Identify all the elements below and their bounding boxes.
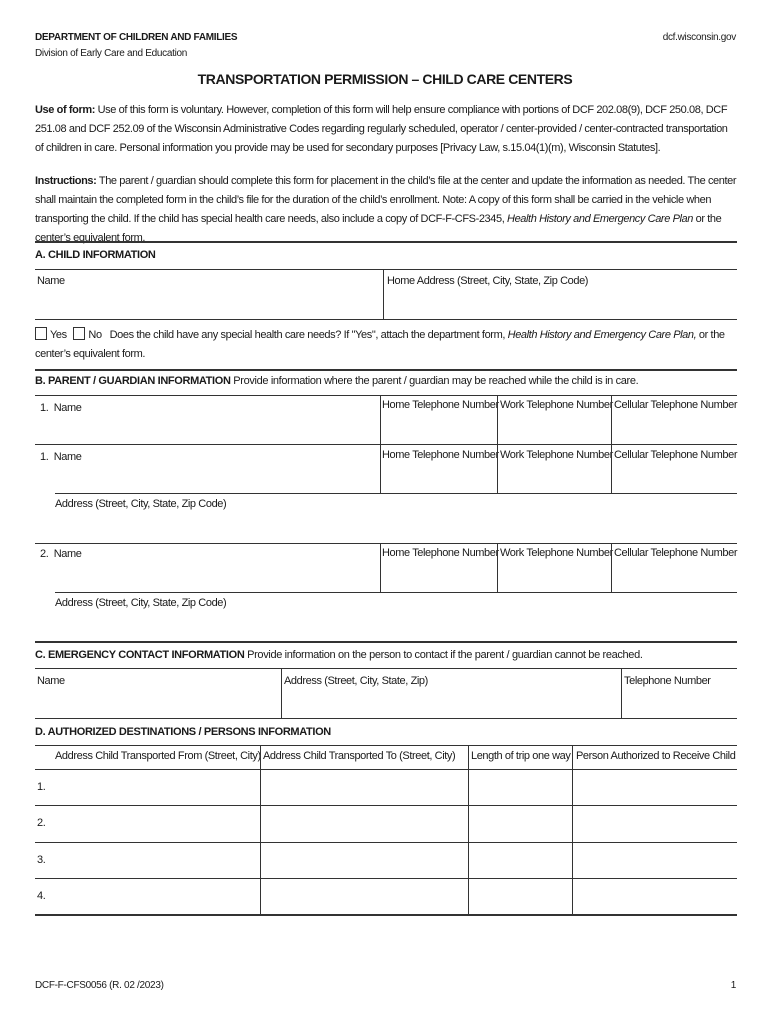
d-row-1-number: 1. (37, 781, 46, 793)
d-row-4-number: 4. (37, 890, 46, 902)
parent-1-name-label: 1. Name (40, 402, 82, 414)
child-address-label: Home Address (Street, City, State, Zip Code) (387, 275, 589, 287)
d-row-1-length-input[interactable] (471, 776, 569, 798)
d-row-4-person-input[interactable] (576, 885, 734, 907)
section-b-top-rule (35, 369, 737, 371)
d-row-4-to-input[interactable] (263, 885, 463, 907)
emergency-address-label: Address (Street, City, State, Zip) (284, 675, 428, 687)
d-row-2-from-input[interactable] (55, 812, 255, 834)
section-c-top-rule (35, 641, 737, 643)
child-name-label: Name (37, 275, 65, 287)
parent-1-home-phone-label: Home Telephone Number (382, 399, 499, 411)
instructions-label: Instructions: (35, 175, 97, 187)
parent-1-work-phone-input[interactable] (500, 420, 608, 440)
d-row-2-number: 2. (37, 817, 46, 829)
d-div-3 (572, 745, 573, 915)
col-transported-from: Address Child Transported From (Street, City) (55, 750, 261, 762)
parent-2-name-label: 2. Name (40, 548, 82, 560)
parent-2-work-phone-label: Work Telephone Number (500, 547, 613, 559)
d-div-2 (468, 745, 469, 915)
parent-2-home-phone-input[interactable] (382, 566, 494, 586)
col-trip-length: Length of trip one way (471, 750, 571, 762)
d-row-2-person-input[interactable] (576, 812, 734, 834)
section-a-rule-2 (35, 319, 737, 320)
d-header-rule (35, 769, 737, 770)
d-row-3-from-input[interactable] (55, 849, 255, 871)
parent-2-name-input[interactable] (55, 566, 375, 586)
parent-1b-work-phone-label: Work Telephone Number (500, 449, 613, 461)
parent-1b-cell-phone-label: Cellular Telephone Number (614, 449, 738, 461)
parent-2-work-phone-input[interactable] (500, 566, 608, 586)
section-b-heading-line (35, 375, 638, 388)
special-needs-question (35, 326, 737, 364)
d-row-2-to-input[interactable] (263, 812, 463, 834)
form-id: DCF-F-CFS0056 (R. 02 /2023) (35, 980, 164, 991)
section-c-rule (35, 668, 737, 669)
emergency-name-input[interactable] (37, 693, 277, 713)
parent-1-address-label: Address (Street, City, State, Zip Code) (55, 498, 227, 510)
emergency-name-label: Name (37, 675, 65, 687)
c-div-1 (281, 668, 282, 718)
instructions-form-name: Health History and Emergency Care Plan (507, 213, 693, 225)
b-row3-div-2 (497, 543, 498, 592)
d-div-1 (260, 745, 261, 915)
instructions-text: The parent / guardian should complete this form for placement in the child’s file at the center and update the information as needed. The center shall maintain the completed form in the child’s file for the duration of the child’s enrollment. Note: A copy of this form shall be carried in the vehicle when transporting the child. If the child has special health care needs, also include a copy of DCF-F-CFS-2345, (35, 175, 737, 225)
d-row-3-rule (35, 878, 737, 879)
parent-1-name-input[interactable] (55, 420, 375, 440)
b-row2-bottom-rule (55, 493, 737, 494)
b-row3-top-rule (35, 543, 737, 544)
section-a-divider (383, 269, 384, 319)
d-row-2-length-input[interactable] (471, 812, 569, 834)
col-transported-to: Address Child Transported To (Street, City) (263, 750, 456, 762)
use-of-form-label: Use of form: (35, 104, 95, 116)
parent-1-home-phone-input[interactable] (382, 420, 494, 440)
yes-checkbox[interactable] (35, 327, 47, 340)
section-b-heading: B. PARENT / GUARDIAN INFORMATION (35, 375, 231, 387)
d-row-4-from-input[interactable] (55, 885, 255, 907)
d-row-1-to-input[interactable] (263, 776, 463, 798)
b-row1-div-1 (380, 395, 381, 444)
emergency-address-input[interactable] (284, 693, 616, 713)
page-number: 1 (730, 980, 736, 991)
d-row-3-length-input[interactable] (471, 849, 569, 871)
parent-1b-home-phone-input[interactable] (382, 469, 494, 489)
d-row-3-number: 3. (37, 854, 46, 866)
special-needs-text-end: or the center’s equivalent form. (35, 329, 725, 360)
b-row1-div-3 (611, 395, 612, 444)
b-row2-div-1 (380, 444, 381, 493)
section-b-rule (35, 395, 737, 396)
b-row1-div-2 (497, 395, 498, 444)
d-row-1-person-input[interactable] (576, 776, 734, 798)
emergency-phone-input[interactable] (624, 693, 732, 713)
parent-2-home-phone-label: Home Telephone Number (382, 547, 499, 559)
parent-1b-work-phone-input[interactable] (500, 469, 608, 489)
d-row-3-person-input[interactable] (576, 849, 734, 871)
parent-2-address-label: Address (Street, City, State, Zip Code) (55, 597, 227, 609)
b-row3-div-3 (611, 543, 612, 592)
section-c-heading-line (35, 649, 643, 662)
use-of-form-text: Use of this form is voluntary. However, completion of this form will help ensure compliance with portions of DCF 202.08(9), DCF 250.08, DCF 251.08 and DCF 252.09 of the Wisconsin Administrative Codes regarding regularly scheduled, operator / center-provided / center-contracted transportation of children in care. Personal information you provide may be used for secondary purposes [Privacy Law, s.15.04(1)(m), Wisconsin Statutes]. (35, 104, 728, 154)
use-of-form-paragraph (35, 101, 737, 158)
child-address-input[interactable] (387, 292, 732, 312)
instructions-text-end: or the center’s equivalent form. (35, 213, 722, 244)
section-d-bottom-rule (35, 914, 737, 916)
special-needs-text: Does the child have any special health care needs? If "Yes", attach the department form, (109, 329, 508, 341)
parent-1-address-input[interactable] (55, 516, 730, 536)
no-label: No (88, 329, 102, 341)
parent-1-cell-phone-input[interactable] (614, 420, 732, 440)
d-row-1-from-input[interactable] (55, 776, 255, 798)
department-name: DEPARTMENT OF CHILDREN AND FAMILIES (35, 32, 238, 43)
parent-1b-name-input[interactable] (55, 469, 375, 489)
d-row-3-to-input[interactable] (263, 849, 463, 871)
emergency-phone-label: Telephone Number (624, 675, 711, 687)
col-authorized-person: Person Authorized to Receive Child (576, 750, 736, 762)
b-row3-bottom-rule (55, 592, 737, 593)
section-c-heading: C. EMERGENCY CONTACT INFORMATION (35, 649, 245, 661)
section-a-rule (35, 269, 737, 270)
division-name: Division of Early Care and Education (35, 48, 188, 59)
instructions-paragraph (35, 172, 737, 248)
d-row-1-rule (35, 805, 737, 806)
section-c-bottom-rule (35, 718, 737, 719)
parent-2-cell-phone-input[interactable] (614, 566, 732, 586)
b-row2-div-2 (497, 444, 498, 493)
parent-2-cell-phone-label: Cellular Telephone Number (614, 547, 738, 559)
d-row-2-rule (35, 842, 737, 843)
section-d-heading: D. AUTHORIZED DESTINATIONS / PERSONS INFORMATION (35, 726, 331, 738)
section-a-heading: A. CHILD INFORMATION (35, 249, 156, 261)
section-a-top-rule (35, 241, 737, 243)
b-row2-div-3 (611, 444, 612, 493)
section-b-subtext: Provide information where the parent / guardian may be reached while the child is in care. (230, 375, 639, 387)
parent-2-address-input[interactable] (55, 615, 730, 635)
b-row1-bottom-rule (35, 444, 737, 445)
child-name-input[interactable] (37, 292, 377, 312)
form-title: TRANSPORTATION PERMISSION – CHILD CARE CENTERS (197, 71, 573, 87)
section-d-rule (35, 745, 737, 746)
yes-label: Yes (50, 329, 67, 341)
website-link[interactable]: dcf.wisconsin.gov (662, 32, 736, 43)
b-row3-div-1 (380, 543, 381, 592)
parent-1b-name-label: 1. Name (40, 451, 82, 463)
parent-1-work-phone-label: Work Telephone Number (500, 399, 613, 411)
parent-1b-home-phone-label: Home Telephone Number (382, 449, 499, 461)
d-row-4-length-input[interactable] (471, 885, 569, 907)
section-c-subtext: Provide information on the person to contact if the parent / guardian cannot be reached. (244, 649, 643, 661)
special-needs-form-name: Health History and Emergency Care Plan, (507, 329, 697, 341)
parent-1-cell-phone-label: Cellular Telephone Number (614, 399, 738, 411)
no-checkbox[interactable] (73, 327, 85, 340)
parent-1b-cell-phone-input[interactable] (614, 469, 732, 489)
c-div-2 (621, 668, 622, 718)
